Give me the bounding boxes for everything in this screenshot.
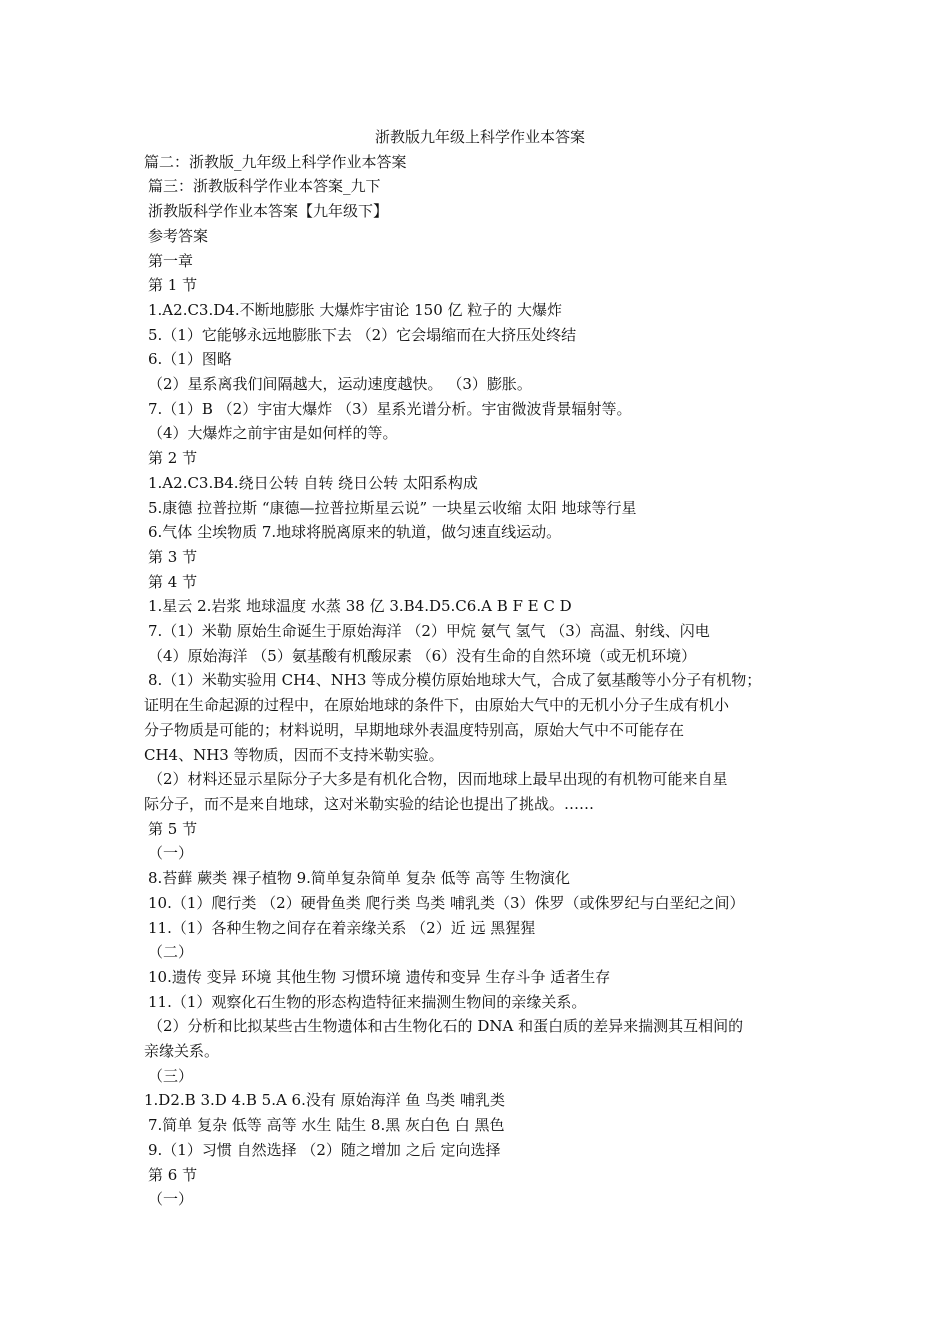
text-line: 第 4 节 (148, 572, 198, 591)
text-line: 8.苔藓 蕨类 裸子植物 9.简单复杂简单 复杂 低等 高等 生物演化 (148, 869, 571, 888)
text-line: 亲缘关系。 (144, 1042, 220, 1061)
text-line: （2）分析和比拟某些古生物遗体和古生物化石的 DNA 和蛋白质的差异来揣测其互相间的 (148, 1017, 744, 1036)
text-line: （三） (148, 1066, 194, 1085)
text-line: 第 2 节 (148, 449, 198, 468)
text-line: CH4、NH3 等物质，因而不支持米勒实验。 (144, 745, 444, 764)
document-page (144, 125, 816, 1212)
text-line: 第 6 节 (148, 1165, 198, 1184)
text-line: （一） (148, 844, 194, 863)
text-line: 分子物质是可能的；材料说明，早期地球外表温度特别高，原始大气中不可能存在 (144, 720, 685, 739)
text-line: 6.（1）图略 (148, 350, 232, 369)
text-line: 1.星云 2.岩浆 地球温度 水蒸 38 亿 3.B4.D5.C6.A B F E C D (148, 597, 572, 616)
text-line: 10.遗传 变异 环境 其他生物 习惯环境 遗传和变异 生存斗争 适者生存 (148, 967, 611, 986)
text-line: 篇二：浙教版_九年级上科学作业本答案 (144, 152, 407, 171)
text-line: （4）原始海洋 （5）氨基酸有机酸尿素 （6）没有生命的自然环境（或无机环境） (148, 646, 697, 665)
text-line: 8.（1）米勒实验用 CH4、NH3 等成分模仿原始地球大气，合成了氨基酸等小分子有机物； (148, 671, 762, 690)
text-line: 篇三：浙教版科学作业本答案_九下 (148, 177, 381, 196)
text-line: 10.（1）爬行类 （2）硬骨鱼类 爬行类 鸟类 哺乳类（3）侏罗（或侏罗纪与白垩纪之间） (148, 893, 745, 912)
text-line: 际分子，而不是来自地球，这对米勒实验的结论也提出了挑战。…… (144, 794, 595, 813)
text-line: 浙教版科学作业本答案【九年级下】 (148, 202, 389, 221)
text-line: 1.A2.C3.D4.不断地膨胀 大爆炸宇宙论 150 亿 粒子的 大爆炸 (148, 300, 563, 319)
document-title: 浙教版九年级上科学作业本答案 (374, 128, 585, 146)
text-line: 11.（1）各种生物之间存在着亲缘关系 （2）近 远 黑猩猩 (148, 918, 536, 937)
text-line: （4）大爆炸之前宇宙是如何样的等。 (148, 424, 398, 443)
text-line: （一） (148, 1190, 194, 1209)
text-line: 5.（1）它能够永远地膨胀下去 （2）它会塌缩而在大挤压处终结 (148, 325, 577, 344)
text-line: 第 1 节 (148, 276, 198, 295)
text-line: 7.（1）B （2）宇宙大爆炸 （3）星系光谱分析。宇宙微波背景辐射等。 (148, 399, 632, 418)
text-line: 7.简单 复杂 低等 高等 水生 陆生 8.黑 灰白色 白 黑色 (148, 1116, 505, 1135)
text-line: （二） (148, 943, 194, 962)
text-line: 证明在生命起源的过程中，在原始地球的条件下，由原始大气中的无机小分子生成有机小 (144, 696, 730, 715)
text-line: 1.A2.C3.B4.绕日公转 自转 绕日公转 太阳系构成 (148, 473, 478, 492)
text-line: （2）材料还显示星际分子大多是有机化合物，因而地球上最早出现的有机物可能来自星 (148, 770, 728, 789)
document-body (144, 150, 816, 1212)
text-line: 11.（1）观察化石生物的形态构造特征来揣测生物间的亲缘关系。 (148, 992, 587, 1011)
text-line: 5.康德 拉普拉斯 “康德—拉普拉斯星云说” 一块星云收缩 太阳 地球等行星 (148, 498, 637, 517)
text-line: 第一章 (148, 251, 194, 270)
text-line: 第 3 节 (148, 547, 198, 566)
text-line: （2）星系离我们间隔越大，运动速度越快。 （3）膨胀。 (148, 375, 532, 394)
text-line: 第 5 节 (148, 819, 198, 838)
text-line: 参考答案 (148, 226, 209, 245)
text-line: 6.气体 尘埃物质 7.地球将脱离原来的轨道，做匀速直线运动。 (148, 523, 562, 542)
text-line: 9.（1）习惯 自然选择 （2）随之增加 之后 定向选择 (148, 1140, 501, 1159)
text-line: 1.D2.B 3.D 4.B 5.A 6.没有 原始海洋 鱼 鸟类 哺乳类 (144, 1091, 505, 1110)
text-line: 7.（1）米勒 原始生命诞生于原始海洋 （2）甲烷 氨气 氢气 （3）高温、射线、闪电 (148, 622, 710, 641)
